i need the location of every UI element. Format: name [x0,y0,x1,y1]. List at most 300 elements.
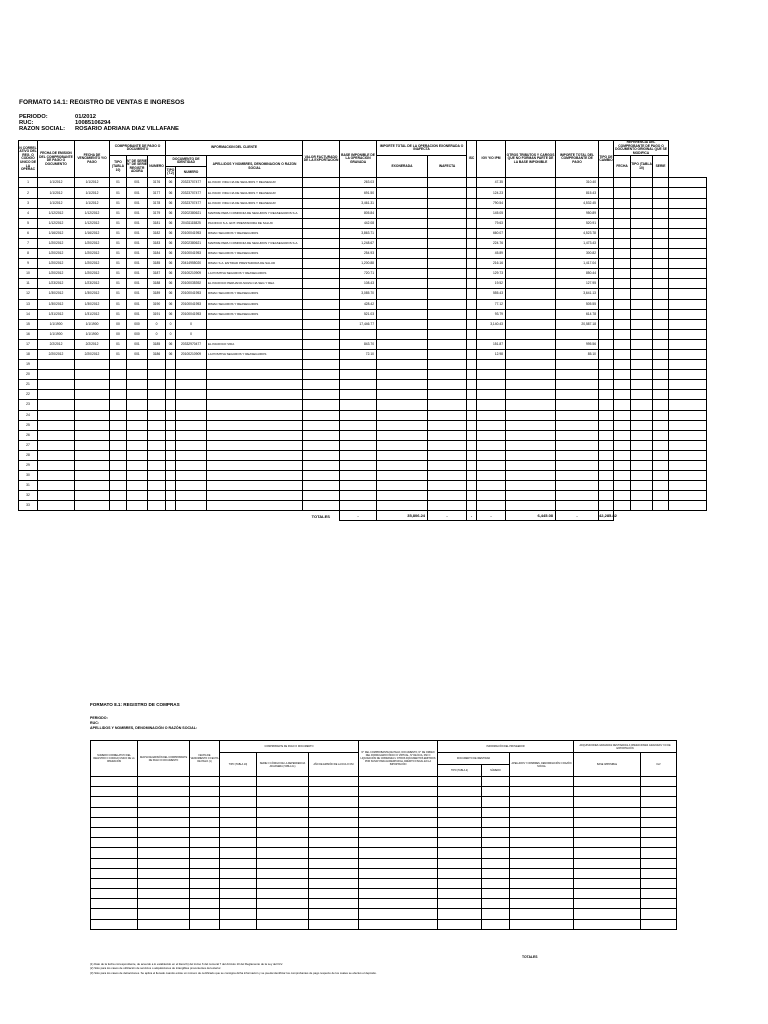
cell-empty [467,390,477,400]
cell-f2 [75,481,110,491]
cell-total: 520.91 [556,218,599,228]
cell-f2 [75,450,110,460]
cell-base: 3,085.70 [340,289,377,299]
cell-empty [467,360,477,370]
cell-empty [257,777,309,787]
table-row [19,319,707,329]
cell-s: 001 [127,299,148,309]
cell-name: MAPFRE PERU COMPANIA DE SEGUROS Y REASEGUROS S.A. [207,238,303,248]
meta-label: PERIODO: [19,114,48,120]
cell-name [207,380,303,390]
cell-empty [614,410,631,420]
cell-total: 300.82 [556,249,599,259]
cell-dn: 20431115825 [176,218,207,228]
table-row [91,838,677,848]
cell-empty [428,289,467,299]
cell-dt [166,400,176,410]
cell-empty [506,349,556,359]
cell-empty [428,410,467,420]
cell-empty [631,339,653,349]
cell-dn [176,430,207,440]
cell-igv: 3,140.43 [477,319,506,329]
cell-empty [669,450,707,460]
cell-total: 505.55 [556,299,599,309]
cell-empty [631,420,653,430]
cell-igv [477,380,506,390]
cell-igv: 19.52 [477,279,506,289]
cell-empty [303,208,340,218]
cell-name: RIMAC SEGUROS Y REASEGUROS [207,228,303,238]
cell-t [110,420,127,430]
cell-dt: 06 [166,259,176,269]
cell-empty [428,481,467,491]
cell-empty [599,259,614,269]
cell-igv: 47.35 [477,178,506,188]
cell-empty [190,878,220,888]
table-row [91,919,677,929]
cell-name [207,360,303,370]
cell-empty [506,370,556,380]
cell-s [127,420,148,430]
cell-empty [510,797,574,807]
cell-empty [428,178,467,188]
cell-t: 01 [110,208,127,218]
cell-name [207,400,303,410]
cell-empty [510,919,574,929]
cell-n: 5 [19,218,38,228]
cell-n: 32 [19,491,38,501]
cell-f1: 1/23/2012 [38,279,75,289]
cell-f2 [75,501,110,511]
total-otros: - [556,511,599,521]
cell-empty [631,481,653,491]
cell-empty [669,208,707,218]
cell-name [207,390,303,400]
cell-empty [482,787,510,797]
cell-empty [599,329,614,339]
cell-t: 01 [110,349,127,359]
cell-empty [467,269,477,279]
cell-igv: 129.73 [477,269,506,279]
cell-empty [190,858,220,868]
cell-n: 19 [19,360,38,370]
header-comprobante: COMPROBANTE DE PAGO O DOCUMENTO [220,741,359,753]
header-doc-tipo: TIPO (TABLA 2) [438,765,482,777]
cell-empty [599,430,614,440]
cell-empty [467,238,477,248]
cell-empty [138,848,190,858]
cell-empty [377,339,428,349]
cell-empty [669,218,707,228]
cell-empty [631,279,653,289]
cell-name [207,420,303,430]
cell-empty [303,349,340,359]
cell-base [340,481,377,491]
cell-empty [303,218,340,228]
cell-empty [138,797,190,807]
cell-empty [428,279,467,289]
meta-label: RAZON SOCIAL: [19,126,66,132]
cell-base: 428.42 [340,299,377,309]
cell-empty [599,380,614,390]
cell-f1 [38,440,75,450]
cell-base [340,410,377,420]
cell-dt: 06 [166,208,176,218]
cell-dn [176,390,207,400]
cell-base [340,440,377,450]
cell-base: 521.03 [340,309,377,319]
cell-f2: 1/16/2012 [75,228,110,238]
cell-total [556,501,599,511]
cell-empty [438,919,482,929]
cell-num: 3176 [148,178,166,188]
cell-dt: 06 [166,309,176,319]
cell-total: 614.78 [556,309,599,319]
cell-empty [669,279,707,289]
cell-t: 01 [110,218,127,228]
cell-n: 27 [19,440,38,450]
cell-empty [138,919,190,929]
cell-igv: 790.54 [477,198,506,208]
cell-empty [220,889,257,899]
cell-f1: 1/1/2012 [38,178,75,188]
header-otros-tributos: OTROS TRIBUTOS Y CARGOS QUE NO FORMAN PARTE DE LA BASE IMPONIBLE [506,141,556,178]
cell-empty [599,289,614,299]
cell-n: 30 [19,471,38,481]
cell-dt: 06 [166,218,176,228]
cell-total [556,491,599,501]
cell-dt: 06 [166,198,176,208]
cell-t [110,450,127,460]
cell-empty [377,218,428,228]
cell-t [110,481,127,491]
cell-empty [190,827,220,837]
cell-base [340,370,377,380]
cell-f1 [38,400,75,410]
table-row [19,360,707,370]
cell-f2 [75,491,110,501]
cell-empty [91,878,138,888]
cell-total [556,380,599,390]
cell-empty [303,471,340,481]
cell-empty [653,309,669,319]
header-comprobante: COMPROBANTE DE PAGO O DOCUMENTO [110,141,166,156]
cell-empty [599,178,614,188]
cell-empty [631,370,653,380]
table-row [19,228,707,238]
cell-empty [574,878,641,888]
cell-name: MAPFRE PERU COMPANIA DE SEGUROS Y REASEGUROS S.A. [207,208,303,218]
cell-empty [428,188,467,198]
cell-empty [377,238,428,248]
cell-n: 21 [19,380,38,390]
cell-f2: 1/1/2012 [75,178,110,188]
cell-empty [220,827,257,837]
cell-empty [631,269,653,279]
cell-empty [220,899,257,909]
cell-igv [477,450,506,460]
cell-empty [599,370,614,380]
cell-base [340,380,377,390]
cell-empty [91,777,138,787]
cell-total: 1,473.43 [556,238,599,248]
cell-f2: 1/20/2012 [75,249,110,259]
cell-empty [482,838,510,848]
table-row [91,868,677,878]
cell-name: LA POSITIVA SEGUROS Y REASEGUROS [207,269,303,279]
cell-empty [510,858,574,868]
cell-t: 01 [110,188,127,198]
cell-empty [653,450,669,460]
table-row [19,410,707,420]
cell-empty [669,269,707,279]
cell-empty [91,827,138,837]
cell-f2 [75,430,110,440]
cell-empty [599,400,614,410]
table-row [91,777,677,787]
cell-empty [669,370,707,380]
cell-s: 001 [127,228,148,238]
cell-empty [653,349,669,359]
cell-empty [438,797,482,807]
cell-empty [653,390,669,400]
cell-f1: 2/20/2012 [38,349,75,359]
cell-empty [91,909,138,919]
table-row [19,471,707,481]
cell-empty [467,440,477,450]
cell-empty [599,299,614,309]
cell-igv [477,360,506,370]
cell-empty [309,787,359,797]
cell-name: EL PACIFICO VIDA [207,339,303,349]
cell-empty [428,360,467,370]
cell-t [110,461,127,471]
cell-empty [303,249,340,259]
cell-empty [309,807,359,817]
cell-empty [614,198,631,208]
header-importe-total: IMPORTE TOTAL DEL COMPROBANTE DE PAGO [556,141,599,178]
cell-empty [190,909,220,919]
cell-f1: 1/20/2012 [38,249,75,259]
cell-base [340,461,377,471]
cell-empty [428,218,467,228]
cell-empty [428,501,467,511]
cell-dt: 06 [166,339,176,349]
header-tipo: TIPO (TABLA 10) [220,753,257,777]
table-header-row [91,741,677,753]
cell-base [340,430,377,440]
cell-empty [309,827,359,837]
cell-empty [631,208,653,218]
cell-empty [138,878,190,888]
cell-empty [91,797,138,807]
cell-empty [138,868,190,878]
cell-base: 1,200.88 [340,259,377,269]
cell-base: 108.43 [340,279,377,289]
cell-num [148,481,166,491]
cell-s [127,481,148,491]
cell-base [340,420,377,430]
cell-empty [506,178,556,188]
purchases-register-meta [90,716,197,731]
cell-f2: 1/12/2012 [75,218,110,228]
purchases-register-table [90,740,677,930]
cell-empty [428,238,467,248]
cell-n: 7 [19,238,38,248]
cell-total: 1,417.04 [556,259,599,269]
cell-num: 3184 [148,249,166,259]
cell-dn: 20100041953 [176,309,207,319]
cell-dn [176,440,207,450]
cell-empty [467,299,477,309]
cell-dt [166,440,176,450]
table-row [19,329,707,339]
cell-empty [359,868,438,878]
cell-empty [428,299,467,309]
cell-empty [599,319,614,329]
cell-empty [653,461,669,471]
table-row [19,380,707,390]
cell-total: 4,532.45 [556,198,599,208]
cell-empty [220,797,257,807]
cell-s: 001 [127,208,148,218]
cell-empty [669,349,707,359]
cell-empty [669,471,707,481]
cell-igv: 45.89 [477,249,506,259]
cell-dn: 20323707477 [176,178,207,188]
cell-empty [669,259,707,269]
cell-empty [669,238,707,248]
cell-f2: 2/20/2012 [75,349,110,359]
total-valor: - [340,511,377,521]
cell-empty [669,461,707,471]
cell-empty [190,919,220,929]
table-row [19,400,707,410]
cell-f1: 1/20/2012 [38,238,75,248]
cell-empty [303,370,340,380]
cell-f2: 1/1/1900 [75,329,110,339]
cell-dt [166,450,176,460]
cell-empty [257,807,309,817]
cell-empty [599,249,614,259]
cell-empty [599,360,614,370]
cell-s [127,491,148,501]
cell-f2 [75,390,110,400]
cell-empty [641,797,677,807]
cell-dt [166,461,176,471]
cell-empty [359,838,438,848]
table-row [19,269,707,279]
cell-s: 001 [127,198,148,208]
cell-empty [599,461,614,471]
cell-empty [467,481,477,491]
header-doc-numero: NÚMERO [482,765,510,777]
cell-f1 [38,481,75,491]
table-row [19,440,707,450]
cell-empty [614,259,631,269]
header-numero: NUMERO [148,156,166,178]
header-isc: ISC [467,141,477,178]
cell-igv [477,501,506,511]
cell-name [207,450,303,460]
cell-t: 01 [110,228,127,238]
cell-name: RIMAC SEGUROS Y REASEGUROS [207,249,303,259]
cell-empty [377,491,428,501]
cell-empty [220,858,257,868]
cell-empty [669,481,707,491]
cell-empty [220,777,257,787]
cell-empty [506,249,556,259]
cell-empty [631,218,653,228]
cell-empty [309,899,359,909]
cell-empty [599,450,614,460]
header-tipo-cambio: TIPO DE CAMBIO [599,141,614,178]
cell-n: 11 [19,279,38,289]
cell-empty [574,838,641,848]
cell-igv: 124.23 [477,188,506,198]
cell-empty [303,309,340,319]
cell-empty [669,339,707,349]
cell-empty [510,868,574,878]
cell-empty [669,491,707,501]
cell-base [340,491,377,501]
total-inafecta: - [467,511,477,521]
cell-f2: 1/30/2012 [75,289,110,299]
cell-dt [166,390,176,400]
cell-base: 691.50 [340,188,377,198]
cell-empty [257,889,309,899]
cell-empty [506,309,556,319]
cell-empty [506,198,556,208]
cell-total [556,390,599,400]
cell-empty [506,339,556,349]
cell-dn: 20332970477 [176,339,207,349]
cell-n: 16 [19,329,38,339]
cell-empty [428,430,467,440]
cell-empty [631,289,653,299]
cell-empty [377,370,428,380]
cell-dt [166,491,176,501]
cell-name: RIMAC SEGUROS Y REASEGUROS [207,289,303,299]
cell-t: 01 [110,289,127,299]
cell-t: 01 [110,299,127,309]
cell-empty [631,400,653,410]
cell-dn: 20323707477 [176,188,207,198]
cell-empty [631,410,653,420]
header-numero-comprobante: N° DEL COMPROBANTE DE PAGO, DOCUMENTO, N° DE ORDEN DEL FORMULARIO FÍSICO O VIRTUAL, N° DE DUA, DSI O LIQUIDACIÓN DE COBRANZA U OTROS DOCUMENTOS EMITIDOS POR SUNAT PARA ACREDITAR EL CRÉDITO FISCAL EN LA IMPORTACIÓN [359,741,438,777]
table-row [91,807,677,817]
cell-empty [506,218,556,228]
cell-s: 001 [127,178,148,188]
cell-n: 25 [19,420,38,430]
cell-igv [477,390,506,400]
cell-empty [599,501,614,511]
cell-num: 3187 [148,269,166,279]
cell-empty [669,430,707,440]
cell-name [207,461,303,471]
cell-empty [653,269,669,279]
cell-empty [631,259,653,269]
cell-empty [377,360,428,370]
table-row [91,899,677,909]
cell-dn [176,360,207,370]
cell-base: 3,461.31 [340,198,377,208]
cell-empty [653,360,669,370]
cell-empty [303,269,340,279]
cell-empty [428,450,467,460]
cell-empty [614,440,631,450]
cell-dt: 06 [166,178,176,188]
